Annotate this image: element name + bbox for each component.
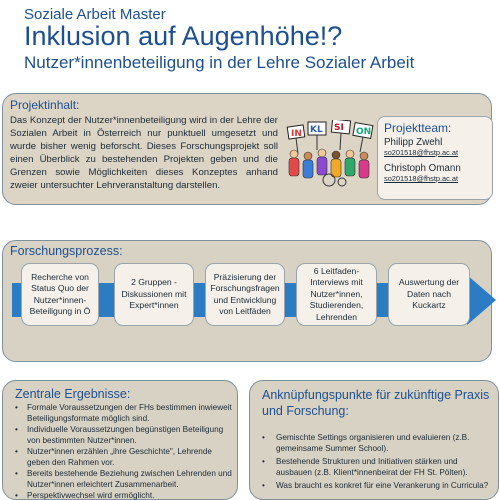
process-step: Präzisierung der Forschungsfragen und Entwicklung von Leitfäden xyxy=(205,263,285,326)
future-outlook-list xyxy=(262,433,494,495)
list-item: • Gemischte Settings organisieren und evaluieren (z.B. gemeinsame Summer School). xyxy=(262,433,494,454)
team-member-email-link[interactable]: so201518@fhstp.ac.at xyxy=(384,148,459,157)
poster-header xyxy=(0,0,500,85)
project-content-heading: Projektinhalt: xyxy=(10,98,80,112)
poster-subtitle: Nutzer*innenbeteiligung in der Lehre Sozialer Arbeit xyxy=(24,53,415,72)
key-results-panel xyxy=(2,380,238,500)
process-step: Auswertung der Daten nach Kuckartz xyxy=(388,263,470,326)
research-process-heading: Forschungsprozess: xyxy=(10,244,123,258)
key-results-list xyxy=(15,403,233,500)
team-member-email-link[interactable]: so201518@fhstp.ac.at xyxy=(384,174,459,183)
future-outlook-panel xyxy=(249,380,499,500)
sign-icon xyxy=(331,120,350,134)
list-item: • Formale Voraussetzungen der FHs bestimmen inwieweit Beteiligungsformate möglich sind. xyxy=(15,403,233,424)
inclusion-protest-illustration xyxy=(282,120,378,190)
list-item: • Was braucht es konkret für eine Verankerung in Curricula? xyxy=(262,481,494,492)
process-step: 2 Gruppen - Diskussionen mit Expert*innen xyxy=(114,263,194,326)
process-step: Recherche von Status Quo der Nutzer*innen-Beteiligung in Ö xyxy=(21,263,99,326)
team-member-name: Philipp Zwehl xyxy=(384,137,443,148)
process-step: 6 Leitfaden-Interviews mit Nutzer*innen, Studierenden, Lehrenden xyxy=(296,263,377,326)
project-team-heading: Projektteam: xyxy=(384,121,452,135)
sign-icon xyxy=(353,123,373,139)
list-item: • Bereits bestehende Beziehung zwischen Lehrenden und Nutzer*innen erleichtert Zusammenarbeit. xyxy=(15,469,233,490)
team-member-name: Christoph Omann xyxy=(384,163,461,174)
project-team-box xyxy=(377,116,493,200)
sign-text: SI xyxy=(334,123,344,133)
sign-text: ON xyxy=(356,127,372,137)
sign-icon xyxy=(287,125,305,139)
list-item: • Bestehende Strukturen und Initiativen stärken und ausbauen (z.B. Klient*innenbeirat der FH St. Pölten). xyxy=(262,457,494,478)
future-outlook-heading: Anknüpfungspunkte für zukünftige Praxis und Forschung: xyxy=(262,388,490,418)
key-results-heading: Zentrale Ergebnisse: xyxy=(15,387,131,401)
sign-text: IN xyxy=(291,129,302,139)
list-item: • Individuelle Voraussetzungen begünstigen Beteiligung von bestimmten Nutzer*innen. xyxy=(15,425,233,446)
list-item: • Perspektivwechsel wird ermöglicht. xyxy=(15,491,233,500)
sign-icon xyxy=(308,122,326,135)
list-item: • Nutzer*innen erzählen „ihre Geschichte", Lehrende geben den Rahmen vor. xyxy=(15,447,233,468)
project-content-text: Das Konzept der Nutzer*innenbeteiligung wird in der Lehre der Sozialen Arbeit in Österreich nur punktuell umgesetzt und wurde bisher wenig beforscht. Dieses Forschungsprojekt soll einen Überblick zu bestehenden Projekten geben und die Grenzen sowie Möglichkeiten dieses Konzeptes anhand zweier untersuchter Lehrveranstaltung darstellen. xyxy=(10,115,278,192)
sign-text: KL xyxy=(310,125,323,135)
poster-title: Inklusion auf Augenhöhe!? xyxy=(24,21,343,51)
program-label: Soziale Arbeit Master xyxy=(24,6,166,23)
people-icon xyxy=(289,149,369,186)
